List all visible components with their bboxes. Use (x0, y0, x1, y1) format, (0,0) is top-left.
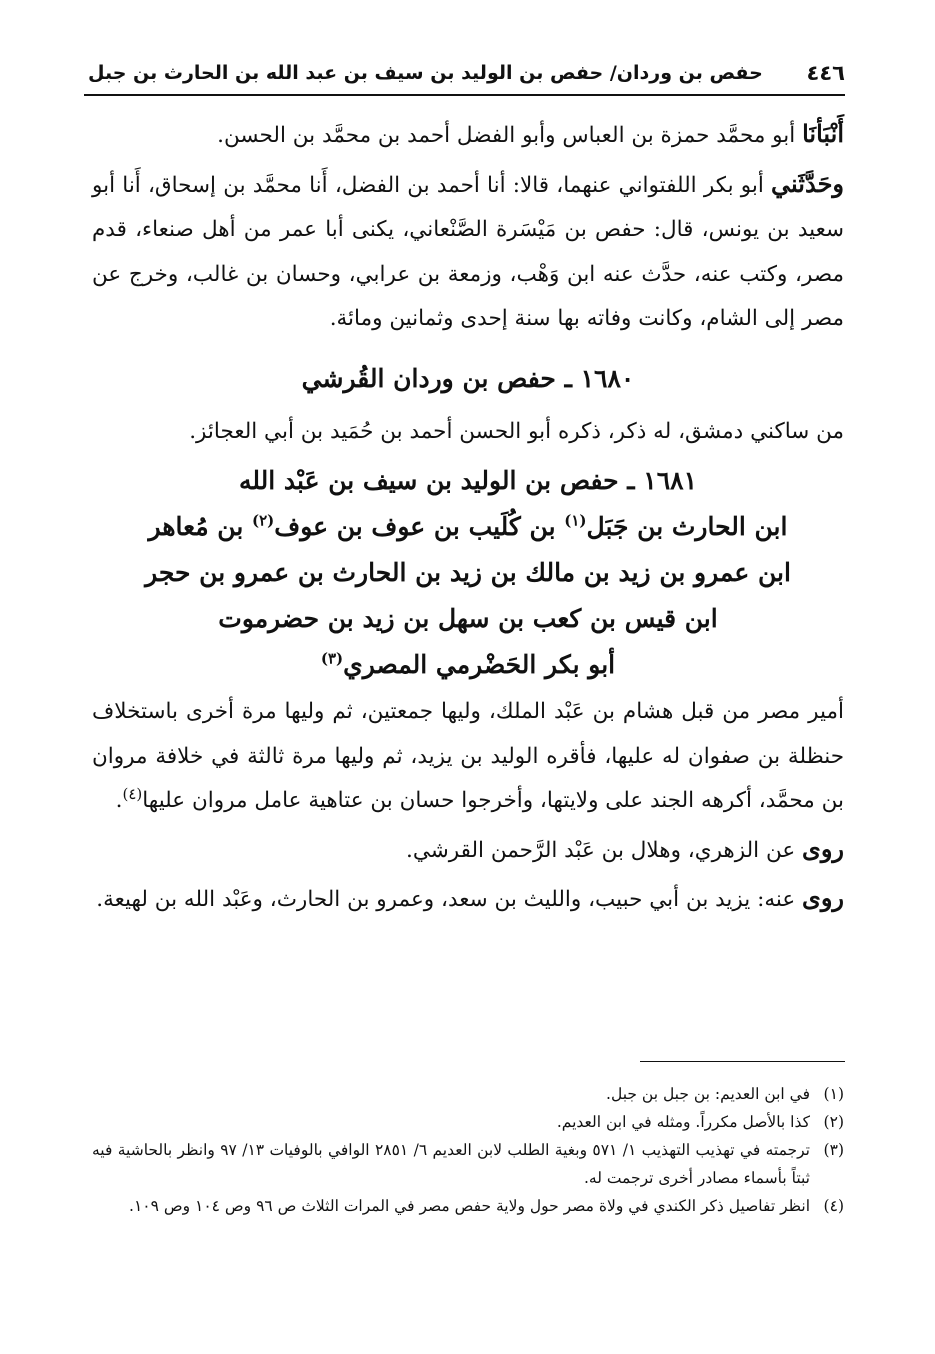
narrated-by (92, 876, 844, 923)
paragraph-lead-word: أَنْبَأنَا (802, 119, 844, 148)
entry-heading-1681-line3: ابن عمرو بن زيد بن مالك بن زيد بن الحارث بن عمرو بن حجر (145, 558, 791, 587)
entry-text-1680: من ساكني دمشق، له ذكر، ذكره أبو الحسن أحمد بن حُمَيد بن أبي العجائز. (189, 418, 844, 444)
main-text (92, 112, 844, 923)
footnote-ref-1[interactable]: (١) (564, 511, 587, 530)
footnote-number: (٣) (823, 1141, 844, 1159)
running-title: حفص بن وردان/ حفص بن الوليد بن سيف بن عبد الله بن الحارث بن جبل (88, 62, 763, 84)
footnote-number: (٤) (823, 1197, 844, 1215)
footnote-number: (١) (823, 1085, 844, 1103)
footnote-text: في ابن العديم: بن جبل بن جبل. (606, 1085, 810, 1103)
footnote-ref-4[interactable]: (٤) (122, 784, 143, 803)
paragraph-text: أبو محمَّد حمزة بن العباس وأبو الفضل أحمد بن محمَّد بن الحسن. (217, 123, 803, 148)
paragraph-anbana (92, 112, 844, 159)
narrated-from (92, 827, 844, 874)
footnote-ref-2[interactable]: (٢) (252, 511, 275, 530)
paragraph-text: أبو بكر اللفتواني عنهما، قالا: أنا أحمد بن الفضل، أَنا محمَّد بن إسحاق، أَنا أبو سعيد بن يونس، قال: حفص بن مَيْسَرة الصَّنْعاني، يكنى أبا عمر من أهل صنعاء، قدم مصر، وكتب عنه، حدَّث عنه ابن وَهْب، وزمعة بن عرابي، وحسان بن غالب، وخرج عن مصر إلى الشام، وكانت وفاته بها سنة إحدى وثمانين ومائة. (92, 172, 844, 331)
footnote-separator (640, 1061, 845, 1062)
header-rule (84, 94, 845, 96)
entry-heading-1680: ١٦٨٠ ـ حفص بن وردان القُرشي (301, 363, 635, 393)
paragraph-haddathani (92, 162, 844, 342)
footnote-ref-3[interactable]: (٣) (320, 649, 344, 668)
footnote-3 (92, 1136, 844, 1192)
entry-heading-1681-line5 (92, 642, 844, 688)
paragraph-lead-word: وحَدَّثَني (771, 168, 844, 198)
entry-heading-1681-line2 (92, 504, 844, 550)
footnote-2 (92, 1108, 844, 1136)
paragraph-text: عنه: يزيد بن أبي حبيب، والليث بن سعد، وعمرو بن الحارث، وعَبْد الله بن لهيعة. (96, 887, 803, 912)
footnote-number: (٢) (823, 1113, 844, 1131)
paragraph-lead-word: روى (802, 833, 844, 863)
footnote-text: انظر تفاصيل ذكر الكندي في ولاة مصر حول ولاية حفص مصر في المرات الثلاث ص ٩٦ وص ١٠٤ وص ١٠٩. (129, 1197, 810, 1215)
footnote-text: كذا بالأصل مكرراً. ومثله في ابن العديم. (556, 1113, 810, 1131)
footnote-4 (92, 1192, 844, 1220)
footnote-1 (92, 1080, 844, 1108)
running-header (88, 58, 845, 88)
bio-end: . (115, 788, 123, 813)
entry-bio-1681 (92, 690, 844, 824)
heading-segment: أبو بكر الحَضْرمي المصري (343, 650, 616, 679)
entry-heading-1681-line1: ١٦٨١ ـ حفص بن الوليد بن سيف بن عَبْد الله (238, 466, 698, 495)
paragraph-text: عن الزهري، وهلال بن عَبْد الرَّحمن القرشي. (406, 837, 803, 863)
footnote-text: ترجمته في تهذيب التهذيب ١/ ٥٧١ وبغية الطلب لابن العديم ٦/ ٢٨٥١ الوافي بالوفيات ١٣/ ٩٧ وانظر بالحاشية فيه ثبتاً بأسماء مصادر أخرى ترجمت له. (92, 1141, 810, 1187)
heading-segment: بن كُلَيب بن عوف بن عوف (274, 512, 565, 541)
footnotes (92, 1080, 844, 1220)
bio-text: أمير مصر من قبل هشام بن عَبْد الملك، وليها جمعتين، ثم وليها مرة أخرى باستخلاف حنظلة بن صفوان له عليها، فأقره الوليد بن يزيد، ثم وليها مرة ثالثة في خلافة مروان بن محمَّد، أكرهه الجند على ولايتها، وأخرجوا حسان بن عتاهية عامل مروان عليها (92, 699, 844, 813)
paragraph-lead-word: روى (802, 883, 844, 912)
entry-heading-1681-line4: ابن قيس بن كعب بن سهل بن زيد بن حضرموت (218, 604, 718, 633)
heading-segment: بن مُعاهر (148, 512, 252, 541)
page-number: ٤٤٦ (806, 61, 845, 85)
heading-segment: ابن الحارث بن جَبَل (586, 512, 788, 541)
